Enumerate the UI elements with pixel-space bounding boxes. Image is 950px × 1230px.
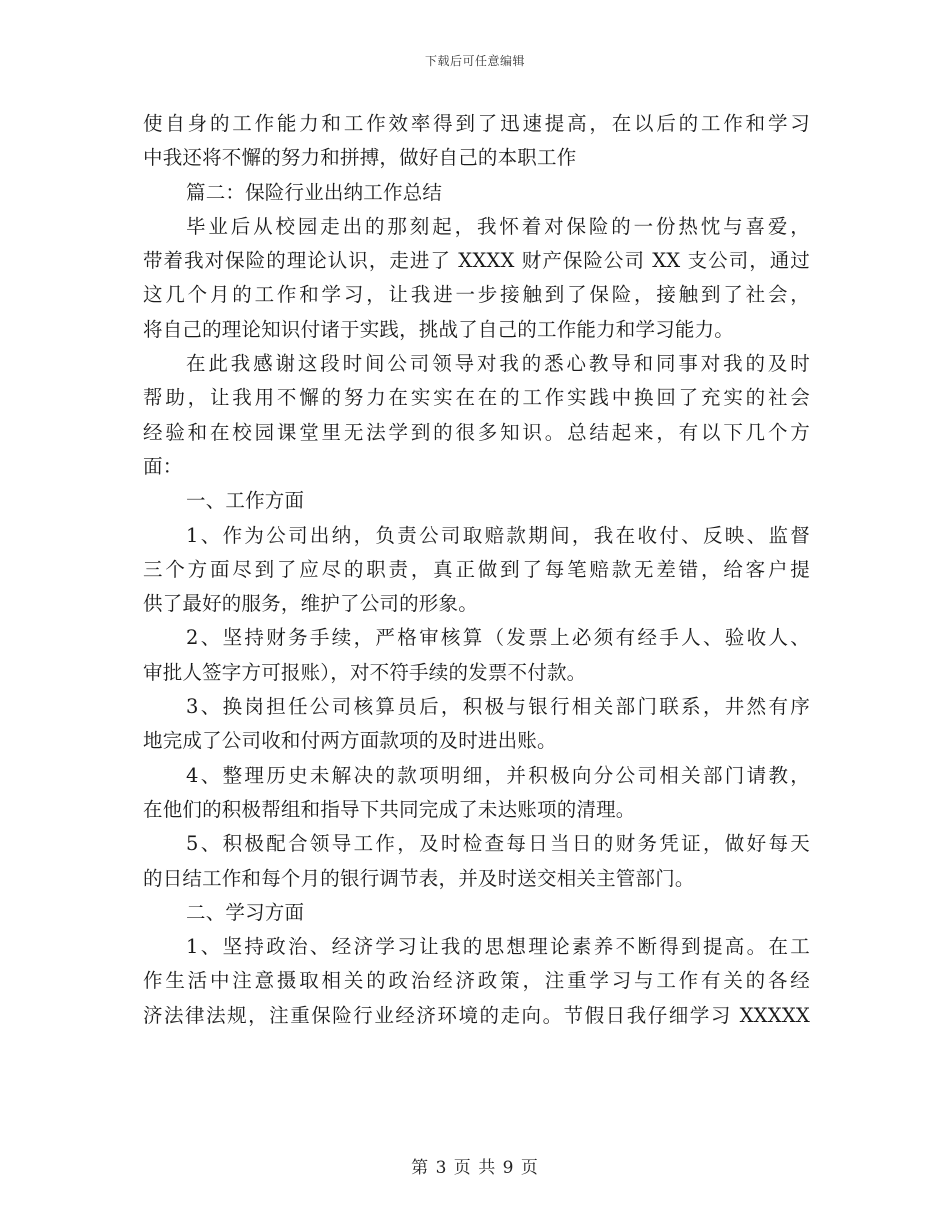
text-line: 这几个月的工作和学习，让我进一步接触到了保险，接触到了社会， — [143, 283, 810, 307]
page-number-footer: 第 3 页 共 9 页 — [411, 1158, 539, 1178]
text-line: 2、坚持财务手续，严格审核算（发票上必须有经手人、验收人、 — [186, 626, 810, 650]
text-line: 审批人签字方可报账），对不符手续的发票不付款。 — [143, 660, 587, 684]
text-line: 4、整理历史未解决的款项明细，并积极向分公司相关部门请教， — [186, 763, 810, 787]
text-line: 毕业后从校园走出的那刻起，我怀着对保险的一份热忱与喜爱， — [186, 214, 810, 238]
text-line: 1、作为公司出纳，负责公司取赔款期间，我在收付、反映、监督 — [186, 523, 810, 547]
text-line: 供了最好的服务，维护了公司的形象。 — [143, 592, 478, 616]
text-line: 带着我对保险的理论认识，走进了 XXXX 财产保险公司 XX 支公司，通过 — [143, 249, 810, 273]
text-line: 篇二：保险行业出纳工作总结 — [186, 180, 443, 204]
document-body — [143, 107, 810, 1033]
text-line: 将自己的理论知识付诸于实践，挑战了自己的工作能力和学习能力。 — [143, 317, 735, 341]
text-line: 在此我感谢这段时间公司领导对我的悉心教导和同事对我的及时 — [186, 352, 810, 376]
text-line: 经验和在校园课堂里无法学到的很多知识。总结起来，有以下几个方 — [143, 420, 810, 444]
text-line: 三个方面尽到了应尽的职责，真正做到了每笔赔款无差错，给客户提 — [143, 557, 810, 581]
text-line: 3、换岗担任公司核算员后，积极与银行相关部门联系，井然有序 — [186, 695, 810, 719]
text-line: 中我还将不懈的努力和拼搏，做好自己的本职工作 — [143, 146, 577, 170]
text-line: 面： — [143, 454, 183, 478]
text-line: 地完成了公司收和付两方面款项的及时进出账。 — [143, 729, 557, 753]
text-line: 作生活中注意摄取相关的政治经济政策，注重学习与工作有关的各经 — [143, 969, 810, 993]
text-line: 使自身的工作能力和工作效率得到了迅速提高，在以后的工作和学习 — [143, 112, 810, 135]
text-line: 1、坚持政治、经济学习让我的思想理论素养不断得到提高。在工 — [186, 935, 810, 959]
text-line: 二、学习方面 — [186, 900, 305, 924]
text-line: 济法律法规，注重保险行业经济环境的走向。节假日我仔细学习 XXXXX — [143, 1003, 810, 1027]
text-line: 的日结工作和每个月的银行调节表，并及时送交相关主管部门。 — [143, 866, 695, 890]
text-line: 一、工作方面 — [186, 489, 305, 513]
text-line: 在他们的积极帮组和指导下共同完成了未达账项的清理。 — [143, 797, 636, 821]
text-line: 帮助，让我用不懈的努力在实实在在的工作实践中换回了充实的社会 — [143, 386, 810, 410]
text-line: 5、积极配合领导工作，及时检查每日当日的财务凭证，做好每天 — [186, 832, 810, 856]
page-header: 下载后可任意编辑 — [424, 54, 525, 68]
